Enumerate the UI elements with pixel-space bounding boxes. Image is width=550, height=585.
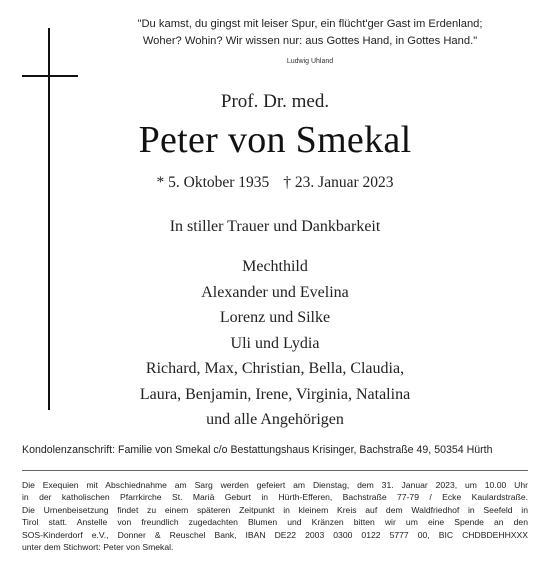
divider-line bbox=[22, 470, 528, 471]
cross-horizontal-bar bbox=[22, 75, 78, 77]
mourner-entry: Mechthild bbox=[242, 258, 308, 275]
mourners-list bbox=[0, 254, 550, 433]
poem-quote bbox=[110, 16, 510, 50]
quote-line-2: Woher? Wohin? Wir wissen nur: aus Gottes Hand, in Gottes Hand." bbox=[142, 35, 478, 47]
service-text-line: in der katholischen Pfarrkirche St. Mariä Geburt in Hürth-Efferen, Bachstraße 77-79 / Ecke Kaulardstraße. bbox=[22, 492, 528, 503]
mourner-entry: Laura, Benjamin, Irene, Virginia, Natalina bbox=[139, 385, 411, 403]
birth-date: * 5. Oktober 1935 bbox=[156, 174, 270, 191]
service-text-line: Die Urnenbeisetzung findet zu einem späteren Zeitpunkt in kleinem Kreis auf dem Waldfriedhof in Seefeld in bbox=[22, 504, 528, 515]
mourner-entry: Lorenz und Silke bbox=[219, 309, 331, 326]
mourner-entry: und alle Angehörigen bbox=[206, 411, 344, 428]
service-text-line: unter dem Stichwort: Peter von Smekal. bbox=[22, 542, 174, 553]
life-dates bbox=[0, 174, 550, 192]
service-text-line: Die Exequien mit Abschiednahme am Sarg werden gefeiert am Dienstag, dem 31. Januar 2023, um 10.00 Uhr bbox=[22, 480, 528, 490]
deceased-name: Peter von Smekal bbox=[138, 119, 412, 161]
mourner-entry: Uli und Lydia bbox=[230, 334, 320, 352]
mourning-line: In stiller Trauer und Dankbarkeit bbox=[169, 218, 381, 235]
academic-title: Prof. Dr. med. bbox=[220, 91, 330, 112]
service-text-line: SOS-Kinderdorf e.V., Donner & Reuschel Bank, IBAN DE22 2003 0300 0122 5777 00, BIC CHDBDEHHXXX bbox=[22, 529, 528, 540]
death-date: † 23. Januar 2023 bbox=[283, 174, 394, 191]
quote-line-1: "Du kamst, du gingst mit leiser Spur, ein flücht'ger Gast im Erdenland; bbox=[137, 18, 483, 30]
service-text-line: Tirol statt. Anstelle von freundlich zugedachten Blumen und Kränzen bitten wir um eine Spende an den bbox=[22, 517, 528, 528]
quote-author: Ludwig Uhland bbox=[286, 58, 334, 65]
condolence-address: Kondolenzanschrift: Familie von Smekal c/o Bestattungshaus Krisinger, Bachstraße 49, 50354 Hürth bbox=[22, 444, 493, 456]
mourner-entry: Richard, Max, Christian, Bella, Claudia, bbox=[145, 360, 405, 377]
service-information bbox=[22, 479, 528, 553]
mourner-entry: Alexander und Evelina bbox=[201, 283, 349, 301]
